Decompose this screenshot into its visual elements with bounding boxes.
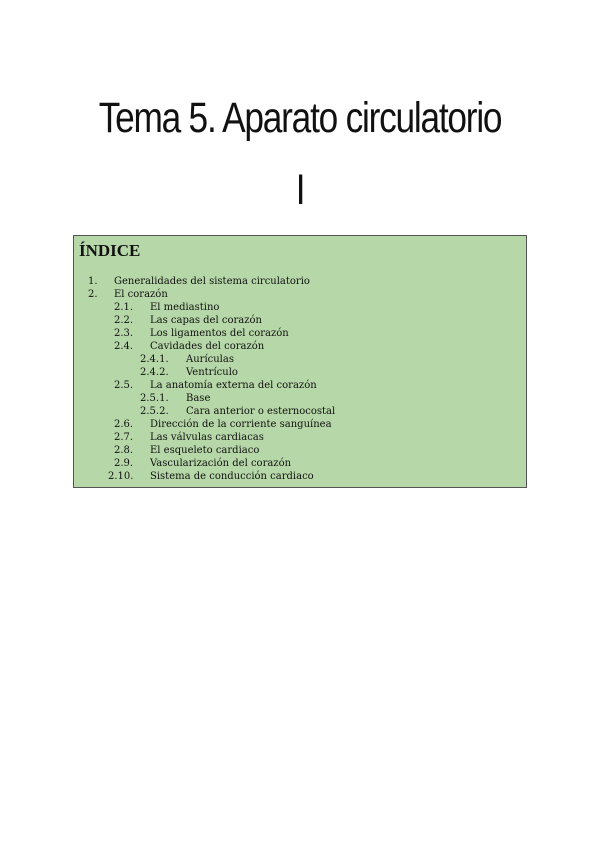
toc-item [74,405,526,418]
toc-item-number: 2.4.1. [140,354,169,365]
toc-item-text: Las válvulas cardiacas [150,432,264,443]
table-of-contents [74,275,526,483]
toc-item [74,470,526,483]
toc-item-number: 2.8. [114,445,134,456]
index-box [73,235,527,488]
toc-item-text: Sistema de conducción cardiaco [150,471,314,482]
toc-item [74,457,526,470]
toc-item-number: 2. [88,289,98,300]
toc-item [74,392,526,405]
toc-item-text: El mediastino [150,302,220,313]
toc-item-number: 1. [88,276,98,287]
toc-item-text: Base [186,393,211,404]
toc-item-number: 2.1. [114,302,134,313]
toc-item [74,275,526,288]
toc-item [74,353,526,366]
toc-item-number: 2.9. [114,458,134,469]
toc-item [74,288,526,301]
toc-item-text: Cara anterior o esternocostal [186,406,336,417]
toc-item-number: 2.4. [114,341,134,352]
toc-item [74,366,526,379]
toc-item-number: 2.4.2. [140,367,169,378]
toc-item-number: 2.2. [114,315,134,326]
toc-item-text: El esqueleto cardiaco [150,445,260,456]
toc-item-number: 2.6. [114,419,134,430]
toc-item-text: Los ligamentos del corazón [150,328,289,339]
toc-item [74,444,526,457]
toc-item-text: Generalidades del sistema circulatorio [114,276,310,287]
toc-item [74,379,526,392]
toc-item [74,327,526,340]
toc-item [74,431,526,444]
toc-item [74,340,526,353]
toc-item [74,314,526,327]
toc-item-text: Aurículas [186,354,234,365]
toc-item-number: 2.3. [114,328,134,339]
toc-item-text: El corazón [114,289,168,300]
toc-item-number: 2.5. [114,380,134,391]
toc-item-number: 2.5.2. [140,406,169,417]
toc-item-text: La anatomía externa del corazón [150,380,317,391]
toc-item-number: 2.7. [114,432,134,443]
toc-item-text: Cavidades del corazón [150,341,265,352]
toc-item-number: 2.10. [108,471,134,482]
page-title: Tema 5. Aparato circulatorio I [98,94,502,214]
toc-item-text: Las capas del corazón [150,315,262,326]
toc-item-number: 2.5.1. [140,393,169,404]
toc-item-text: Ventrículo [186,367,238,378]
index-heading: ÍNDICE [79,241,141,260]
toc-item [74,418,526,431]
toc-item-text: Dirección de la corriente sanguínea [150,419,332,430]
toc-item [74,301,526,314]
toc-item-text: Vascularización del corazón [150,458,292,469]
